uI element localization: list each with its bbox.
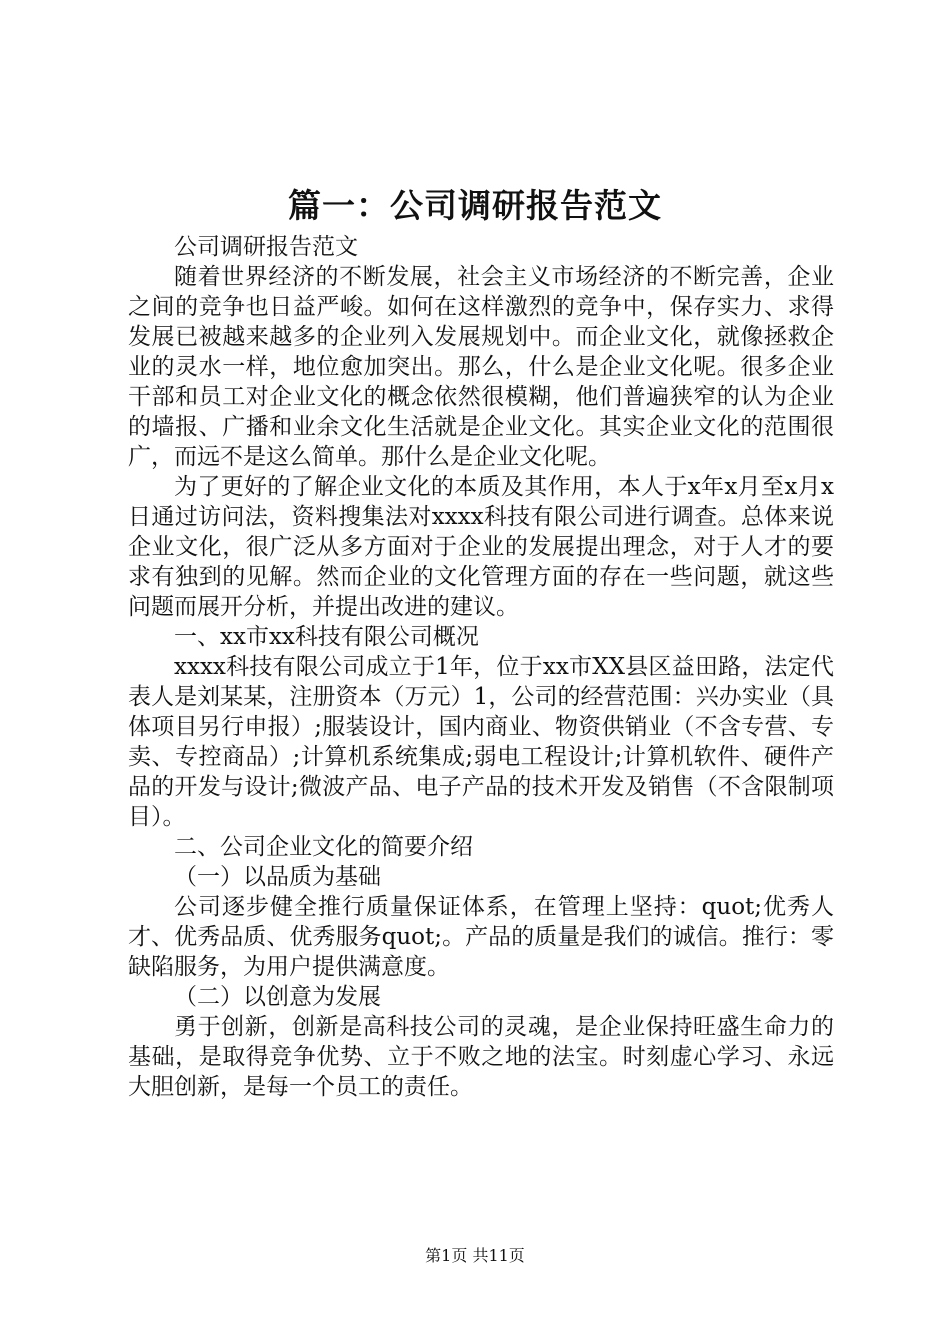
subsection-heading-quality: （一）以品质为基础 bbox=[174, 864, 381, 890]
page-footer: 第1页 共11页 bbox=[425, 1246, 525, 1265]
paragraph-subtitle: 公司调研报告范文 bbox=[174, 234, 358, 260]
subsection-heading-creativity: （二）以创意为发展 bbox=[174, 984, 381, 1010]
paragraph-creativity: 勇于创新，创新是高科技公司的灵魂，是企业保持旺盛生命力的基础，是取得竞争优势、立于不败之地的法宝。时刻虚心学习、永远大胆创新，是每一个员工的责任。 bbox=[128, 1014, 834, 1100]
section-heading-overview: 一、xx市xx科技有限公司概况 bbox=[174, 624, 479, 650]
section-heading-culture: 二、公司企业文化的简要介绍 bbox=[174, 834, 473, 860]
paragraph-intro: 随着世界经济的不断发展，社会主义市场经济的不断完善，企业之间的竞争也日益严峻。如何在这样激烈的竞争中，保存实力、求得发展已被越来越多的企业列入发展规划中。而企业文化，就像拯救企业的灵水一样，地位愈加突出。那么，什么是企业文化呢。很多企业干部和员工对企业文化的概念依然很模糊，他们普遍狭窄的认为企业的墙报、广播和业余文化生活就是企业文化。其实企业文化的范围很广，而远不是这么简单。那什么是企业文化呢。 bbox=[128, 264, 834, 470]
paragraph-purpose: 为了更好的了解企业文化的本质及其作用，本人于x年x月至x月x日通过访问法，资料搜集法对xxxx科技有限公司进行调查。总体来说企业文化，很广泛从多方面对于企业的发展提出理念，对于人才的要求有独到的见解。然而企业的文化管理方面的存在一些问题，就这些问题而展开分析，并提出改进的建议。 bbox=[128, 474, 834, 620]
paragraph-quality: 公司逐步健全推行质量保证体系，在管理上坚持：quot;优秀人才、优秀品质、优秀服务quot;。产品的质量是我们的诚信。推行：零缺陷服务，为用户提供满意度。 bbox=[128, 894, 834, 980]
document-body bbox=[128, 232, 834, 1102]
document-title: 篇一：公司调研报告范文 bbox=[288, 186, 662, 225]
paragraph-overview: xxxx科技有限公司成立于1年，位于xx市XX县区益田路，法定代表人是刘某某，注册资本（万元）1，公司的经营范围：兴办实业（具体项目另行申报）;服装设计，国内商业、物资供销业（不含专营、专卖、专控商品）;计算机系统集成;弱电工程设计;计算机软件、硬件产品的开发与设计;微波产品、电子产品的技术开发及销售（不含限制项目）。 bbox=[128, 654, 834, 830]
